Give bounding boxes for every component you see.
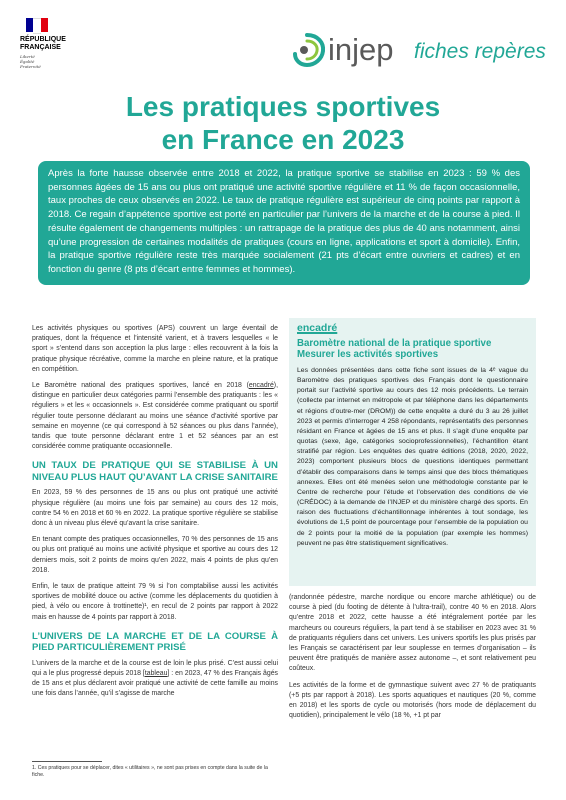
paragraph: En 2023, 59 % des personnes de 15 ans ou plus ont pratiqué une activité physique régulière (au moins une fois par semaine) au cours des 12 mois, contre 54 % en 2018 et 60 % en 2022. La pratique sportive régulière se stabilise donc à un niveau plus élevé qu’avant la crise sanitaire.: [32, 489, 278, 528]
paragraph: Le Baromètre national des pratiques sportives, lancé en 2018 (encadré), distingue en particulier deux catégories parmi l’ensemble des pratiquants : les « réguliers » et les « occasionnels ». Est considérée comme pratiquant ou sportif régulier toute personne déclarant au moins une séance d’activité sportive par semaine en moyenne (ce qui correspond à 52 séances ou plus dans l’année), tandis que toute personne déclarant entre 1 et 52 séances par an est considérée comme pratiquante occasionnelle.: [32, 382, 278, 451]
encadre-box: [289, 318, 536, 586]
paragraph: L’univers de la marche et de la course est de loin le plus prisé. C’est aussi celui qui a le plus progressé depuis 2018 [tableau] : en 2023, 47 % des Français âgés de 15 ans et plus déclarent avoir pratiqué une activité de cette famille au moins une fois dans l’année, qu’il s’agisse de marche: [32, 659, 278, 698]
left-column: [32, 324, 278, 706]
series-name: fiches repères: [414, 40, 546, 63]
paragraph: Enfin, le taux de pratique atteint 79 % si l’on comptabilise aussi les activités sportives de mobilité douce ou active (comme les déplacements du quotidien à pied, à vélo ou encore à trottinette)¹, en recul de 2 points par rapport à 2022 mais en hausse de 4 points par rapport à 2018.: [32, 583, 278, 621]
paragraph: En tenant compte des pratiques occasionnelles, 70 % des personnes de 15 ans ou plus ont pratiqué au moins une activité physique et sportive au cours des 12 derniers mois, soit 2 points de moins qu’en 2022, mais 4 points de plus qu’en 2018.: [32, 536, 278, 574]
french-flag-icon: [26, 18, 48, 32]
section-heading: UN TAUX DE PRATIQUE QUI SE STABILISE À UN NIVEAU PLUS HAUT QU’AVANT LA CRISE SANITAIRE: [32, 460, 278, 483]
encadre-link[interactable]: encadré: [248, 382, 274, 390]
tableau-link[interactable]: tableau: [144, 670, 168, 678]
paragraph: (randonnée pédestre, marche nordique ou encore marche athlétique) ou de course à pied (du footing de détente à l’ultra-trail), contre 40 % en 2018. Alors qu’entre 2018 et 2022, cette hausse a été intégralement portée par les marcheurs ou coureurs réguliers, la part tend à se stabiliser en 2023 avec 31 % de pratiquants réguliers dans cet univers. Les univers sportifs les plus prisés par les Français se caractérisent par leur souplesse en termes d’organisation – ils peuvent être pratiqués de manière assez autonome –, et sont relativement peu coûteux.: [289, 594, 536, 673]
section-heading: L’UNIVERS DE LA MARCHE ET DE LA COURSE À PIED PARTICULIÈREMENT PRISÉ: [32, 630, 278, 654]
page-title: Les pratiques sportives en France en 2023: [125, 91, 441, 155]
footnote-divider: [32, 761, 102, 762]
paragraph: Les activités physiques ou sportives (APS) couvrent un large éventail de pratiques, dont la fréquence et l’intensité varient, et à travers lesquelles « le sport » s’entend dans son acception la plus large : elles recouvrent à la fois la pratique physique récréative, comme la marche en pleine nature, et la pratique en compétition.: [32, 325, 278, 373]
injep-brand: [288, 30, 550, 70]
summary-box: Après la forte hausse observée entre 2018 et 2022, la pratique sportive se stabilise en 2023 : 59 % des personnes âgées de 15 ans ou plus ont pratiqué une activité sportive régulière et 11 % de façon occasionnelle, taux proches de ceux observés en 2022. Le taux de pratique régulière est supérieur de cinq points par rapport à 2018. Ce regain d’appétence sportive est porté en particulier par l’univers de la marche et de la course à pied. Il résulte également de changements multiples : un rattrapage de la pratique des plus de 40 ans notamment, ainsi qu’une progression de certaines modalités de pratiques (cours en ligne, applications et sport à domicile). Enfin, la pratique sportive régulière reste très marquée socialement (21 pts d’écart entre ouvriers et cadres) et en fonction du genre (8 pts d’écart entre femmes et hommes).: [38, 161, 530, 285]
encadre-title: Baromètre national de la pratique sportive Mesurer les activités sportives: [297, 338, 492, 360]
paragraph: Les activités de la forme et de gymnastique suivent avec 27 % de pratiquants (+5 pts par rapport à 2018). Les sports aquatiques et nautiques (20 %, comme en 2018) et les sports de cycle ou motorisés (hors mode de déplacement du quotidien), principalement le vélo (18 %, +1 pt par: [289, 681, 536, 720]
encadre-body: Les données présentées dans cette fiche sont issues de la 4ᵉ vague du Baromètre des pratiques sportives des Français dont le questionnaire portait sur l’activité sportive au cours des 12 mois précédents. Le terrain (collecte par internet en métropole et par téléphone dans les départements et régions d’outre-mer (DROM)) de cette enquête a duré du 3 au 26 juillet 2023 et permis d’interroger 4 258 répondants, représentatifs des personnes résidant en France et âgées de 15 ans et plus. Il s’agit d’une enquête par quotas (sexe, âge, catégories socioprofessionnelles), l’échantillon étant stratifié par région. Les enquêtes des quatre éditions (2018, 2020, 2022, 2023) comportent plusieurs blocs de questions identiques permettant d’établir des comparaisons dans le temps ainsi que des blocs thématiques annexes. Elles ont été menées selon une méthodologie constante par le Centre de recherche pour l’étude et l’observation des conditions de vie (CRÉDOC) à la demande de l’INJEP et du ministère chargé des sports. En raison des fluctuations d’échantillonnage inhérentes à tout sondage, les évolutions de 1,5 point de pourcentage pour l’ensemble de la population ou de 2 points pour la moitié de la population (par exemple les hommes) peuvent ne pas être statistiquement significatives.: [297, 367, 528, 547]
footnote: 1. Ces pratiques pour se déplacer, dites « utilitaires », ne sont pas prises en compte dans la suite de la fiche.: [32, 765, 268, 778]
republic-motto: Liberté Égalité Fraternité: [20, 54, 41, 69]
republic-name: RÉPUBLIQUE FRANÇAISE: [20, 36, 66, 51]
encadre-label: encadré: [297, 322, 338, 334]
injep-swirl-icon: [288, 32, 326, 68]
republique-francaise-logo: [20, 18, 90, 69]
injep-wordmark: injep: [328, 32, 394, 67]
right-column: [289, 593, 536, 727]
